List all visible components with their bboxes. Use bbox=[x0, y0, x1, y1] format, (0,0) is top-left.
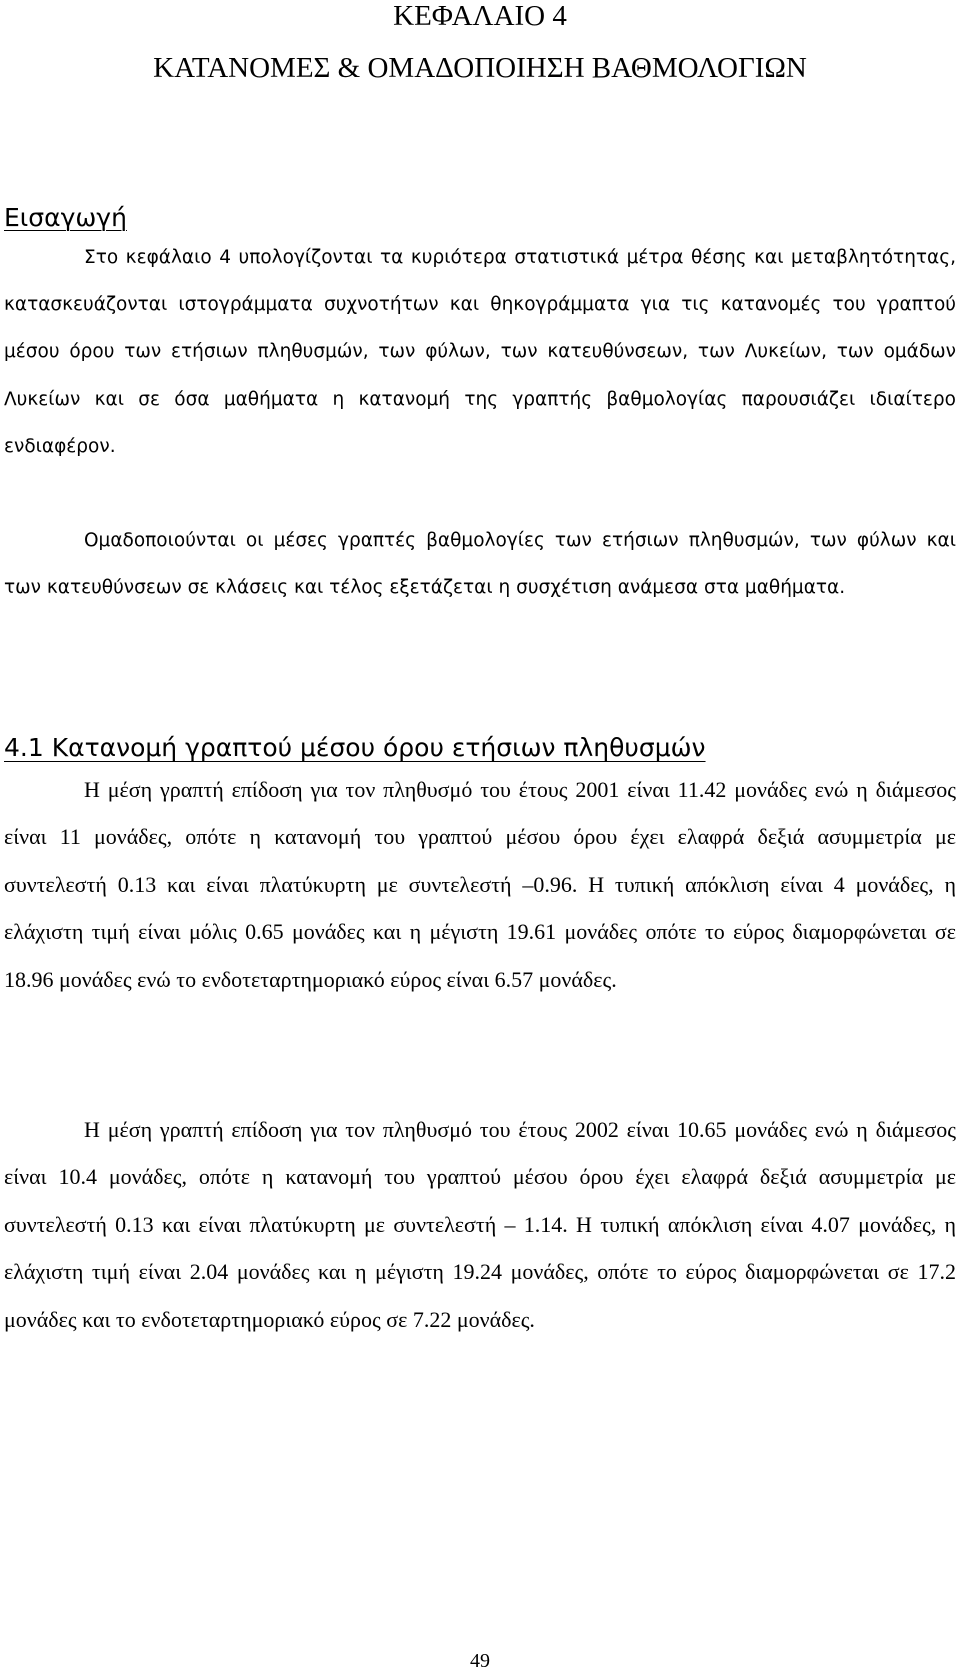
introduction-heading: Εισαγωγή bbox=[4, 203, 127, 232]
introduction-paragraph-2: Ομαδοποιούνται οι μέσες γραπτές βαθμολογίες των ετήσιων πληθυσμών, των φύλων και των κατευθύνσεων σε κλάσεις και τέλος εξετάζεται η συσχέτιση ανάμεσα στα μαθήματα. bbox=[4, 530, 956, 599]
chapter-label: ΚΕΦΑΛΑΙΟ 4 bbox=[393, 0, 567, 32]
chapter-title: ΚΑΤΑΝΟΜΕΣ & ΟΜΑΔΟΠΟΙΗΣΗ ΒΑΘΜΟΛΟΓΙΩΝ bbox=[153, 52, 807, 84]
introduction-paragraph-1: Στο κεφάλαιο 4 υπολογίζονται τα κυριότερα στατιστικά μέτρα θέσης και μεταβλητότητας, κατασκευάζονται ιστογράμματα συχνοτήτων και θηκογράμματα για τις κατανομές του γραπτού μέσου όρου των ετήσιων πληθυσμών, των φύλων, των κατευθύνσεων, των Λυκείων, των ομάδων Λυκείων και σε όσα μαθήματα η κατανομή της γραπτής βαθμολογίας παρουσιάζει ιδιαίτερο ενδιαφέρον. bbox=[4, 247, 956, 457]
page-number: 49 bbox=[470, 1650, 490, 1672]
section-4-1-paragraph-2002: Η μέση γραπτή επίδοση για τον πληθυσμό του έτους 2002 είναι 10.65 μονάδες ενώ η διάμεσος είναι 10.4 μονάδες, οπότε η κατανομή του γραπτού μέσου όρου έχει ελαφρά δεξιά ασυμμετρία με συντελεστή 0.13 και είναι πλατύκυρτη με συντελεστή – 1.14. Η τυπική απόκλιση είναι 4.07 μονάδες, η ελάχιστη τιμή είναι 2.04 μονάδες και η μέγιστη 19.24 μονάδες, οπότε το εύρος διαμορφώνεται σε 17.2 μονάδες και το ενδοτεταρτημοριακό εύρος σε 7.22 μονάδες. bbox=[4, 1117, 956, 1332]
section-4-1-heading: 4.1 Κατανομή γραπτού μέσου όρου ετήσιων πληθυσμών bbox=[4, 733, 706, 762]
section-4-1-paragraph-2001: Η μέση γραπτή επίδοση για τον πληθυσμό του έτους 2001 είναι 11.42 μονάδες ενώ η διάμεσος είναι 11 μονάδες, οπότε η κατανομή του γραπτού μέσου όρου έχει ελαφρά δεξιά ασυμμετρία με συντελεστή 0.13 και είναι πλατύκυρτη με συντελεστή –0.96. Η τυπική απόκλιση είναι 4 μονάδες, η ελάχιστη τιμή είναι μόλις 0.65 μονάδες και η μέγιστη 19.61 μονάδες οπότε το εύρος διαμορφώνεται σε 18.96 μονάδες ενώ το ενδοτεταρτημοριακό εύρος είναι 6.57 μονάδες. bbox=[4, 777, 956, 992]
